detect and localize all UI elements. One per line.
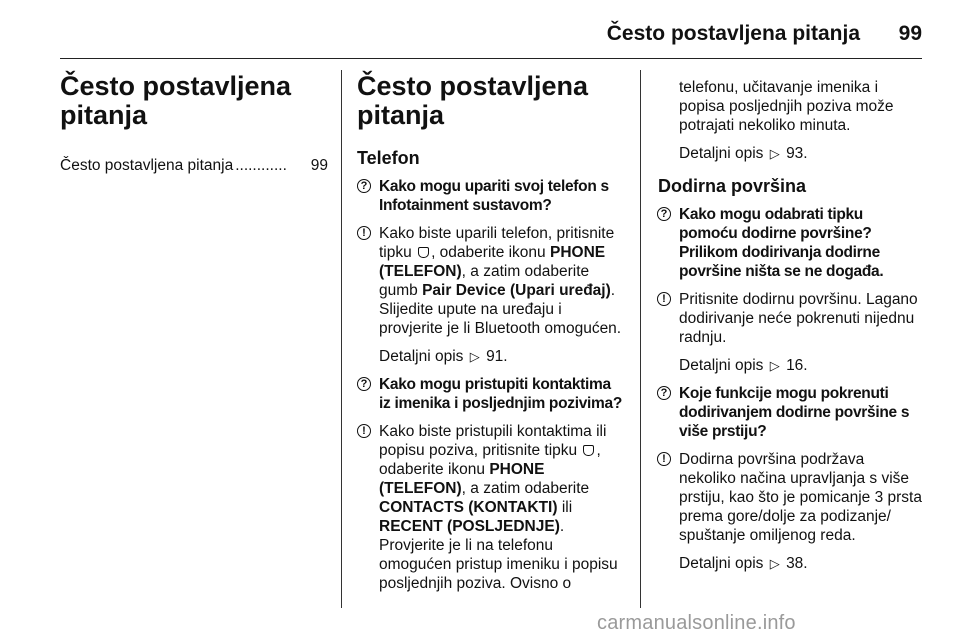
chapter-title-line-2: pitanja [60, 100, 148, 130]
answer-icon: ! [357, 424, 371, 438]
chapter-title-line-1: Često postavljena [60, 71, 292, 101]
section-title-line-2: pitanja [357, 100, 445, 130]
header-divider [60, 58, 922, 59]
watermark: carmanualsonline.info [597, 612, 796, 634]
subsection-heading-telefon: Telefon [357, 148, 420, 168]
answer-4 [657, 450, 925, 545]
column-divider-1 [341, 70, 342, 608]
toc-leader: ............ [235, 157, 287, 174]
question-icon: ? [357, 377, 371, 391]
answer-3 [657, 290, 925, 347]
column-3 [657, 72, 925, 582]
question-icon: ? [357, 179, 371, 193]
reference-2[interactable]: Detaljni opis ▷ 93. [679, 145, 808, 162]
question-text: Kako mogu odabrati tipku pomoću dodirne površine? Prilikom dodirivanja dodirne površine ništa se ne događa. [679, 206, 884, 280]
question-2 [357, 375, 625, 413]
answer-text: Kako biste uparili telefon, pritisnite tipku , odaberite ikonu PHONE (TELEFON), a zatim odaberite gumb Pair Device (Upari uređaj). Slijedite upute na uređaju i provjerite je li Bluetooth omogućen. [379, 225, 622, 337]
question-text: Kako mogu upariti svoj telefon s Infotainment sustavom? [379, 178, 609, 214]
reference-arrow-icon: ▷ [769, 146, 780, 161]
question-text: Koje funkcije mogu pokrenuti dodirivanjem dodirne površine s više prstiju? [679, 385, 910, 440]
reference-1[interactable]: Detaljni opis ▷ 91. [379, 348, 508, 365]
reference-arrow-icon: ▷ [769, 358, 780, 373]
reference-arrow-icon: ▷ [469, 349, 480, 364]
page-number: 99 [898, 22, 922, 45]
toc-label: Često postavljena pitanja [60, 157, 234, 174]
question-4 [657, 384, 925, 441]
answer-text: Pritisnite dodirnu površinu. Lagano dodirivanje neće pokrenuti nijednu radnju. [679, 291, 918, 346]
reference-arrow-icon: ▷ [769, 556, 780, 571]
column-2 [357, 72, 625, 602]
subsection-heading-dodirna-povrsina: Dodirna površina [658, 176, 807, 196]
running-header-title: Često postavljena pitanja [606, 22, 860, 45]
section-title [357, 72, 625, 130]
answer-2-continued: telefonu, učitavanje imenika i popisa posljednjih poziva može potrajati nekoliko minuta. [679, 79, 894, 134]
question-text: Kako mogu pristupiti kontaktima iz imenika i posljednjim pozivima? [379, 376, 623, 412]
answer-text: Kako biste pristupili kontaktima ili popisu poziva, pritisnite tipku , odaberite ikonu PHONE (TELEFON), a zatim odaberite CONTACTS (KONTAKTI) ili RECENT (POSLJEDNJE). Provjerite je li na telefonu omogućen pristup imeniku i popisu posljednjih poziva. Ovisno o [379, 423, 618, 592]
phone-key-icon [418, 247, 429, 258]
answer-icon: ! [657, 292, 671, 306]
column-1 [60, 72, 328, 175]
question-icon: ? [657, 386, 671, 400]
answer-icon: ! [657, 452, 671, 466]
answer-2 [357, 422, 625, 593]
reference-3[interactable]: Detaljni opis ▷ 16. [679, 357, 808, 374]
answer-icon: ! [357, 226, 371, 240]
question-icon: ? [657, 207, 671, 221]
toc-page: 99 [310, 157, 328, 174]
question-3 [657, 205, 925, 281]
answer-text: Dodirna površina podržava nekoliko načina upravljanja s više prstiju, kao što je pomicanje 3 prsta prema gore/dolje za podizanje/ spuštanje omiljenog reda. [679, 451, 922, 544]
reference-4[interactable]: Detaljni opis ▷ 38. [679, 555, 808, 572]
chapter-title [60, 72, 328, 130]
phone-key-icon [583, 445, 594, 456]
toc-entry[interactable] [60, 156, 328, 175]
question-1 [357, 177, 625, 215]
column-divider-2 [640, 70, 641, 608]
section-title-line-1: Često postavljena [357, 71, 589, 101]
answer-1 [357, 224, 625, 338]
